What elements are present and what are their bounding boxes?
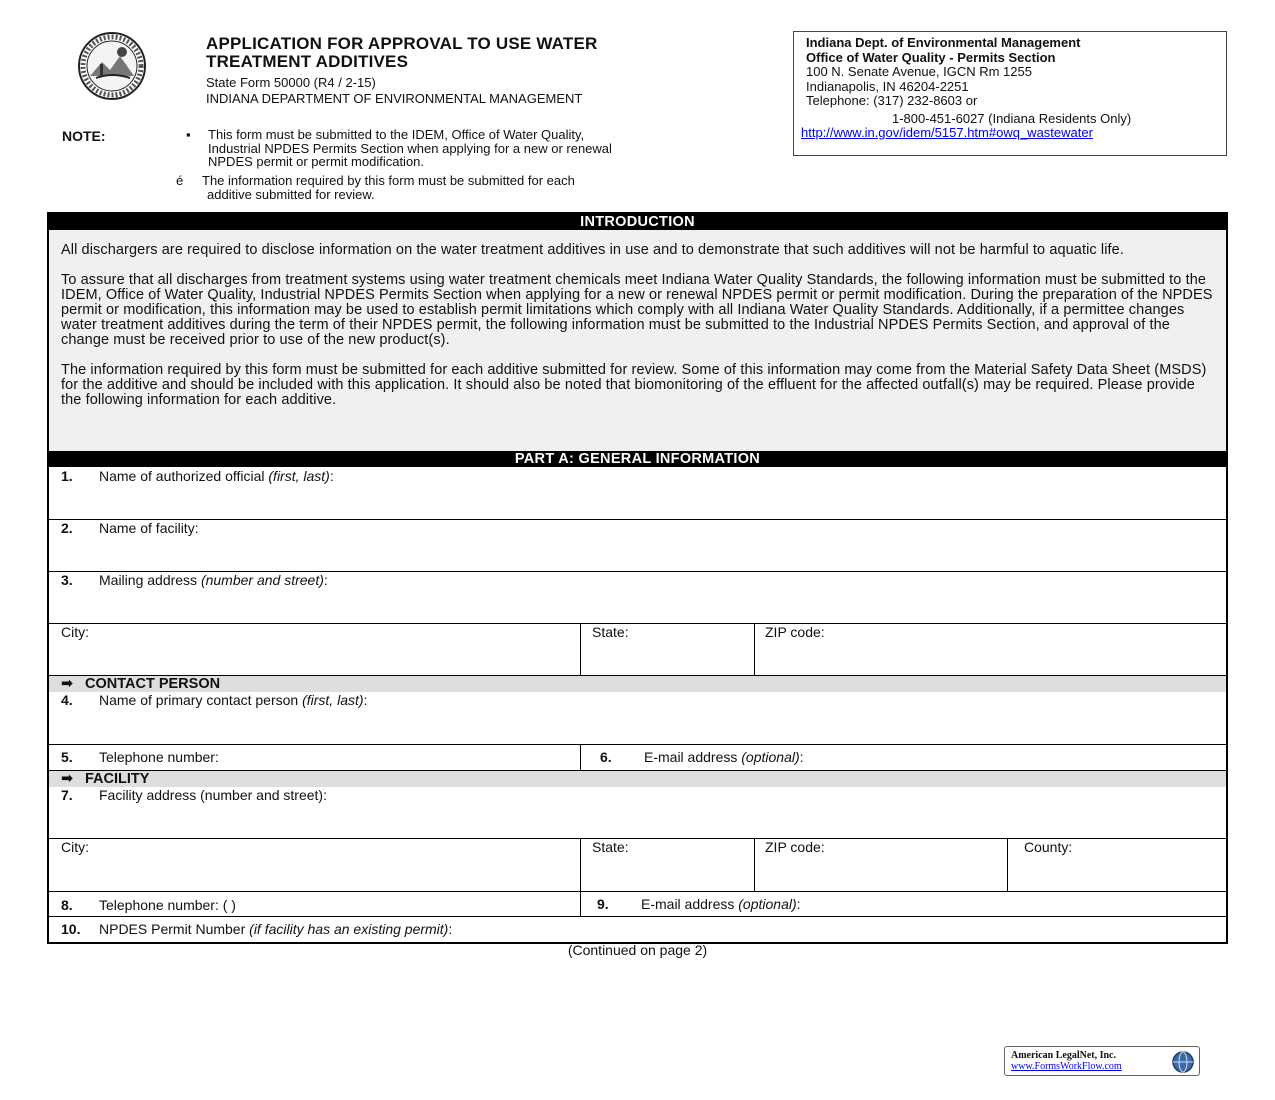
note-bullet1-marker: ▪: [186, 127, 191, 142]
q1-label: Name of authorized official: [99, 468, 269, 484]
q2-number: 2.: [61, 520, 73, 536]
primary-contact-field[interactable]: [61, 692, 367, 708]
q6-label: E-mail address: [644, 749, 742, 765]
divider: [754, 623, 755, 675]
q3-hint: (number and street): [200, 572, 324, 588]
address-line4: Indianapolis, IN 46204-2251: [806, 78, 969, 94]
q1-hint: (first, last): [268, 468, 330, 484]
q6-hint: (optional): [741, 749, 800, 765]
form-title: [206, 35, 598, 71]
address-line5: Telephone: (317) 232-8603 or: [806, 93, 978, 108]
q3-colon: :: [323, 572, 328, 588]
mailing-state-field[interactable]: State:: [592, 624, 629, 640]
facility-state-field[interactable]: State:: [592, 839, 629, 855]
q4-colon: :: [363, 692, 368, 708]
facility-telephone-field[interactable]: [61, 897, 236, 913]
note-bullet2-line1: The information required by this form must be submitted for each: [202, 173, 575, 188]
facility-heading: [49, 771, 1226, 787]
q3-number: 3.: [61, 572, 73, 588]
form-title-line1: APPLICATION FOR APPROVAL TO USE WATER: [206, 34, 598, 53]
contact-email-field[interactable]: [600, 749, 804, 765]
divider: [580, 623, 581, 675]
note-bullet2: [202, 174, 575, 201]
q9-hint: (optional): [738, 896, 797, 912]
divider: [580, 838, 581, 891]
note-bullet1-line1: This form must be submitted to the IDEM, Office of Water Quality,: [208, 127, 585, 142]
q10-colon: :: [448, 921, 453, 937]
facility-name-field[interactable]: [61, 520, 199, 536]
address-box: [793, 31, 1227, 156]
note-label: NOTE:: [62, 128, 106, 144]
note-bullet2-line2: additive submitted for review.: [207, 186, 375, 202]
mailing-address-field[interactable]: [61, 572, 328, 588]
q8-label: Telephone number: ( ): [99, 897, 236, 913]
globe-icon: [1171, 1050, 1195, 1074]
continued-note: (Continued on page 2): [567, 942, 708, 958]
q2-label: Name of facility:: [99, 520, 199, 536]
state-form-number: State Form 50000 (R4 / 2-15): [206, 75, 376, 90]
address-line6: 1-800-451-6027 (Indiana Residents Only): [892, 110, 1132, 126]
divider: [49, 916, 1226, 917]
note-bullet1: [208, 128, 612, 169]
q1-number: 1.: [61, 468, 73, 484]
arrow-right-icon: ➡: [61, 676, 74, 692]
facility-heading-label: FACILITY: [85, 771, 150, 787]
logo-company-name: American LegalNet, Inc.: [1011, 1050, 1116, 1061]
q9-number: 9.: [597, 896, 609, 912]
idem-website-link[interactable]: http://www.in.gov/idem/5157.htm#owq_wastewater: [801, 125, 1093, 140]
q4-hint: (first, last): [302, 692, 364, 708]
introduction-heading: INTRODUCTION: [49, 214, 1226, 230]
divider: [754, 838, 755, 891]
arrow-right-icon: ➡: [61, 771, 74, 787]
divider: [580, 744, 581, 770]
q6-number: 6.: [600, 749, 612, 765]
contact-person-heading: [49, 676, 1226, 692]
q5-number: 5.: [61, 749, 73, 765]
department-name: INDIANA DEPARTMENT OF ENVIRONMENTAL MANAGEMENT: [206, 91, 583, 106]
facility-zip-field[interactable]: ZIP code:: [765, 839, 825, 855]
contact-telephone-field[interactable]: [61, 749, 219, 765]
state-seal-image: [60, 32, 164, 100]
npdes-permit-field[interactable]: [61, 921, 452, 937]
q10-label: NPDES Permit Number: [99, 921, 250, 937]
note-bullet2-marker: é: [176, 173, 184, 188]
q10-hint: (if facility has an existing permit): [249, 921, 449, 937]
q7-label: Facility address (number and street):: [99, 787, 327, 803]
divider: [49, 891, 1226, 892]
q4-number: 4.: [61, 692, 73, 708]
address-line2: Office of Water Quality - Permits Section: [806, 49, 1056, 65]
american-legalnet-logo[interactable]: [1004, 1046, 1200, 1076]
facility-email-field[interactable]: [597, 896, 801, 912]
q10-number: 10.: [61, 921, 81, 937]
facility-address-field[interactable]: [61, 787, 327, 803]
note-bullet1-line2: Industrial NPDES Permits Section when applying for a new or renewal: [208, 140, 612, 156]
q3-label: Mailing address: [99, 572, 201, 588]
form-frame: [47, 212, 1228, 944]
intro-paragraph3: The information required by this form must be submitted for each additive submitted for review. Some of this information may come from the Material Safety Data Sheet (MSDS) for the additive and should be included with this application. It should also be noted that biomonitoring of the effluent for the affected outfall(s) may be required. Please provide the following information for each additive.: [61, 362, 1207, 408]
divider: [1007, 838, 1008, 891]
introduction-section: [49, 230, 1226, 451]
address-line3: 100 N. Senate Avenue, IGCN Rm 1255: [806, 64, 1032, 79]
q9-label: E-mail address: [641, 896, 739, 912]
q4-label: Name of primary contact person: [99, 692, 303, 708]
q9-colon: :: [796, 896, 801, 912]
authorized-official-field[interactable]: [61, 468, 334, 484]
part-a-heading: PART A: GENERAL INFORMATION: [49, 451, 1226, 467]
mailing-city-field[interactable]: City:: [61, 624, 89, 640]
q6-colon: :: [799, 749, 804, 765]
q5-label: Telephone number:: [99, 749, 219, 765]
divider: [49, 744, 1226, 745]
q1-colon: :: [329, 468, 334, 484]
intro-paragraph1: All dischargers are required to disclose information on the water treatment additives in use and to demonstrate that such additives will not be harmful to aquatic life.: [61, 242, 1124, 258]
facility-county-field[interactable]: County:: [1024, 839, 1073, 855]
address-line1: Indiana Dept. of Environmental Management: [806, 35, 1081, 50]
contact-person-heading-label: CONTACT PERSON: [85, 676, 221, 692]
divider: [580, 891, 581, 916]
intro-paragraph2: To assure that all discharges from treatment systems using water treatment chemicals meet Indiana Water Quality Standards, the following information must be submitted to the IDEM, Office of Water Quality, Industrial NPDES Permits Section when applying for a new or renewal NPDES permit or permit modification. During the preparation of the NPDES permit or modification, this information may be used to establish permit limitations which comply with all Indiana Water Quality Standards. Additionally, if a permittee changes water treatment additives during the term of their NPDES permit, the following information must be submitted to the Industrial NPDES Permits Section, and approval of the change must be received prior to use of the new product(s).: [61, 272, 1213, 348]
mailing-zip-field[interactable]: ZIP code:: [765, 624, 825, 640]
facility-city-field[interactable]: City:: [61, 839, 89, 855]
logo-website-link[interactable]: www.FormsWorkFlow.com: [1011, 1061, 1122, 1072]
note-bullet1-line3: NPDES permit or permit modification.: [208, 154, 425, 169]
q7-number: 7.: [61, 787, 73, 803]
q8-number: 8.: [61, 897, 73, 913]
divider: [49, 623, 1226, 624]
divider: [49, 519, 1226, 520]
form-title-line2: TREATMENT ADDITIVES: [206, 52, 409, 71]
